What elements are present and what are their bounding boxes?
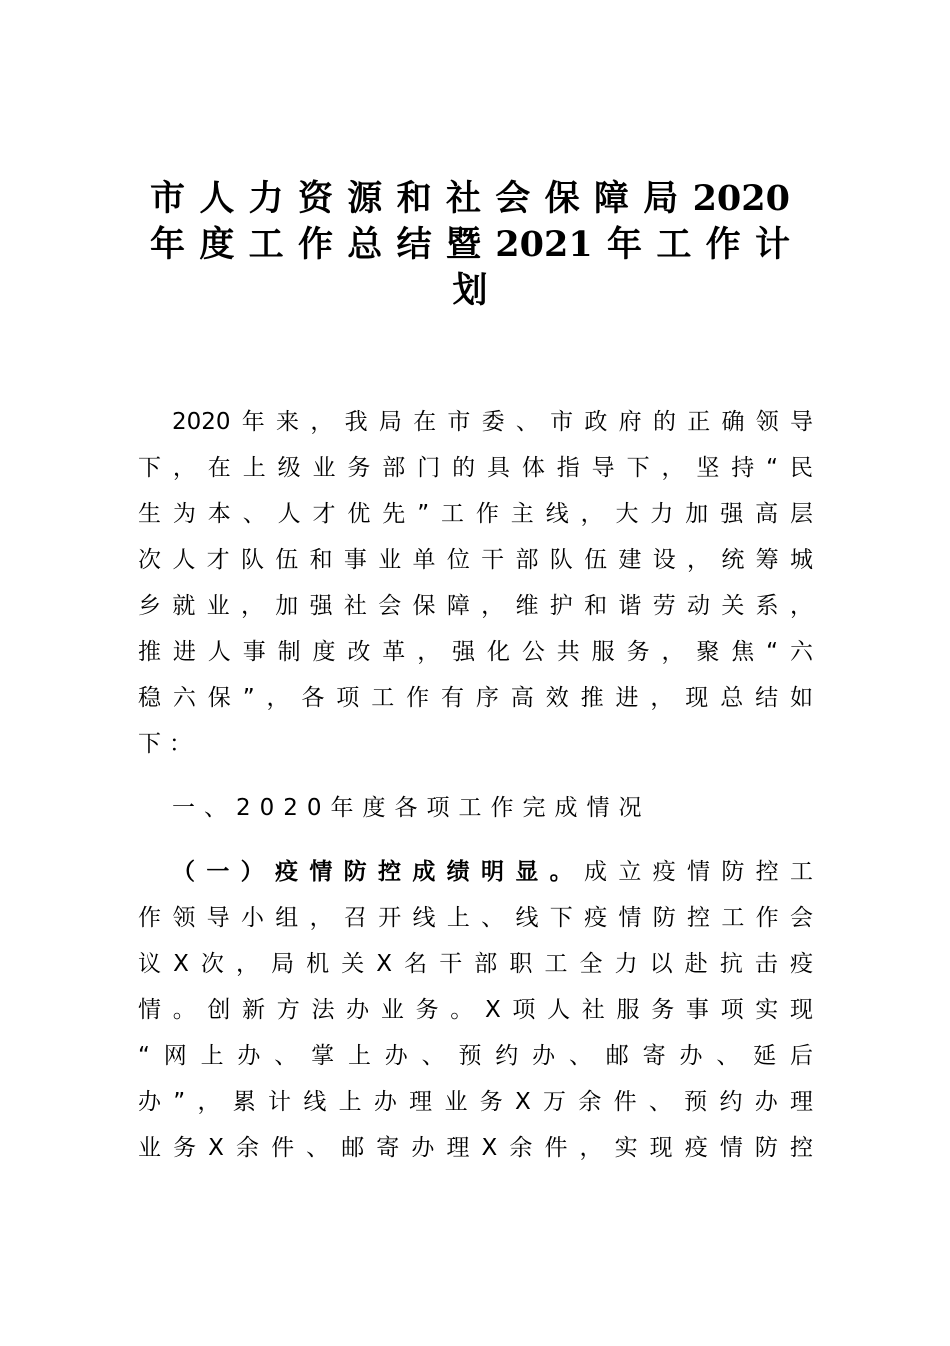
intro-line-2: 下，在上级业务部门的具体指导下，坚持“民 [138, 455, 813, 481]
section-heading: 一、2020年度各项工作完成情况 [172, 795, 651, 821]
subsection-lead: （一）疫情防控成绩明显。 [172, 859, 584, 885]
intro-line-3: 生为本、人才优先”工作主线，大力加强高层 [138, 501, 813, 527]
document-title-line-2: 年度工作总结暨2021年工作计 [150, 224, 790, 265]
subsection-line-4: 情。创新方法办业务。X项人社服务事项实现 [138, 997, 813, 1023]
subsection-line-3: 议X次，局机关X名干部职工全力以赴抗击疫 [138, 951, 813, 977]
intro-line-1: 2020年来，我局在市委、市政府的正确领导 [172, 409, 813, 435]
subsection-line-5: “网上办、掌上办、预约办、邮寄办、延后 [138, 1043, 813, 1069]
subsection-line-6: 办”，累计线上办理业务X万余件、预约办理 [138, 1089, 813, 1115]
intro-line-8: 下： [138, 731, 200, 757]
intro-line-4: 次人才队伍和事业单位干部队伍建设，统筹城 [138, 547, 813, 573]
subsection-first-line-rest: 成立疫情防控工 [584, 859, 814, 885]
subsection-first-line [172, 852, 813, 892]
document-title-line-1: 市人力资源和社会保障局2020 [150, 178, 790, 219]
intro-line-5: 乡就业，加强社会保障，维护和谐劳动关系， [138, 593, 813, 619]
document-title-line-3: 划 [452, 270, 488, 311]
subsection-line-7: 业务X余件、邮寄办理X余件，实现疫情防控 [138, 1135, 813, 1161]
intro-line-6: 推进人事制度改革，强化公共服务，聚焦“六 [138, 639, 813, 665]
subsection-line-2: 作领导小组，召开线上、线下疫情防控工作会 [138, 905, 813, 931]
intro-line-7: 稳六保”，各项工作有序高效推进，现总结如 [138, 685, 813, 711]
